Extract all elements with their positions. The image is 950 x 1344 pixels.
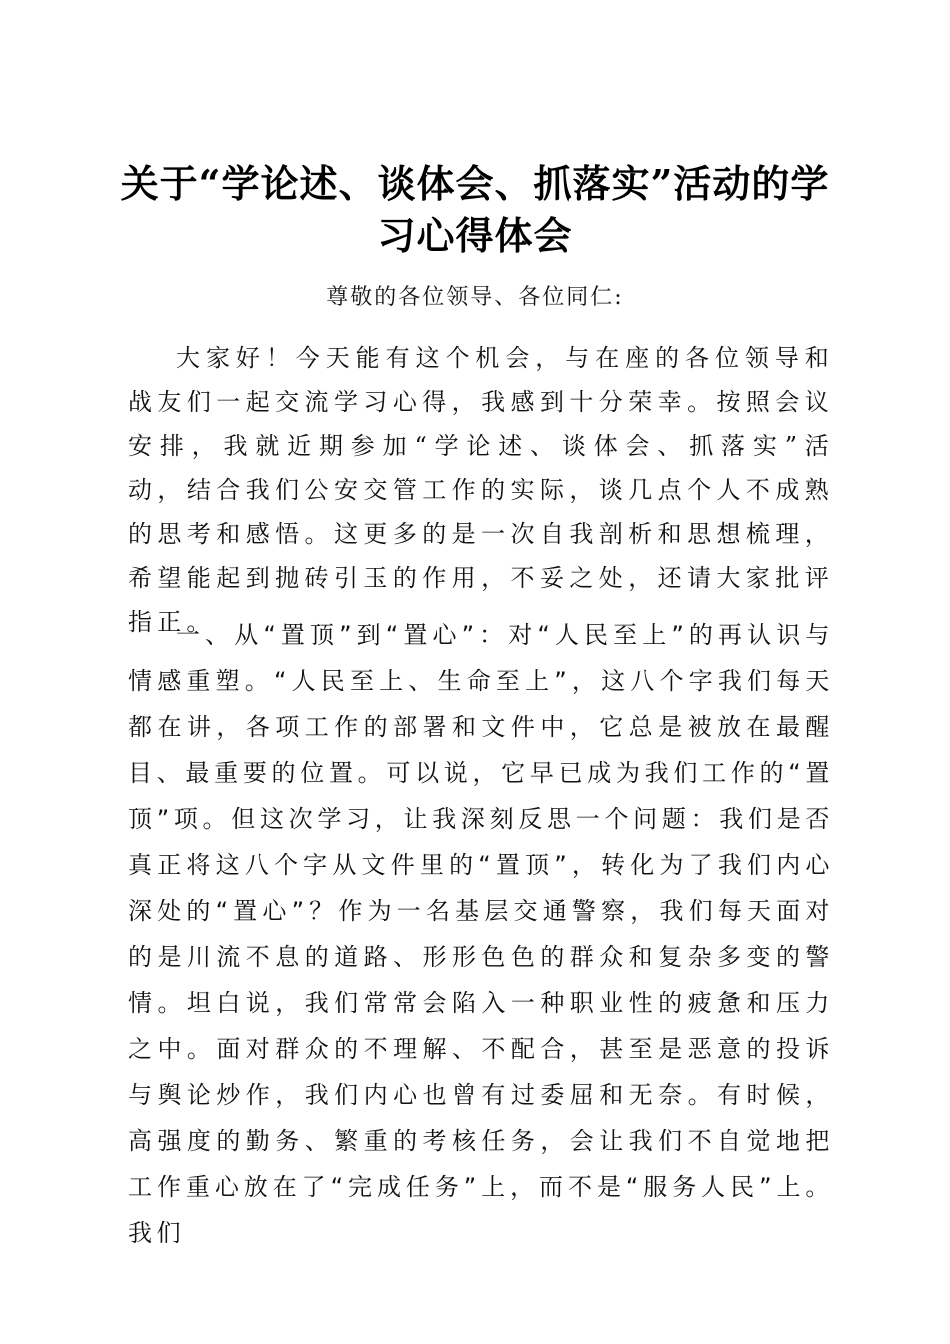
paragraph-section-one: 一、从“置顶”到“置心”：对“人民至上”的再认识与情感重塑。“人民至上、生命至上”，这八个字我们每天都在讲，各项工作的部署和文件中，它总是被放在最醒目、最重要的位置。可以说，它早已成为我们工作的“置顶”项。但这次学习，让我深刻反思一个问题：我们是否真正将这八个字从文件里的“置顶”，转化为了我们内心深处的“置心”？作为一名基层交通警察，我们每天面对的是川流不息的道路、形形色色的群众和复杂多变的警情。坦白说，我们常常会陷入一种职业性的疲惫和压力之中。面对群众的不理解、不配合，甚至是恶意的投诉与舆论炒作，我们内心也曾有过委屈和无奈。有时候，高强度的勤务、繁重的考核任务，会让我们不自觉地把工作重心放在了“完成任务”上，而不是“服务人民”上。我们	[128, 621, 834, 1247]
salutation: 尊敬的各位领导、各位同仁:	[326, 285, 624, 310]
paragraph-opening: 大家好！今天能有这个机会，与在座的各位领导和战友们一起交流学习心得，我感到十分荣幸。按照会议安排，我就近期参加“学论述、谈体会、抓落实”活动，结合我们公安交管工作的实际，谈几点个人不成熟的思考和感悟。这更多的是一次自我剖析和思想梳理，希望能起到抛砖引玉的作用，不妥之处，还请大家批评指正。	[128, 344, 834, 636]
document-title: 关于“学论述、谈体会、抓落实”活动的学习心得体会	[120, 161, 830, 258]
